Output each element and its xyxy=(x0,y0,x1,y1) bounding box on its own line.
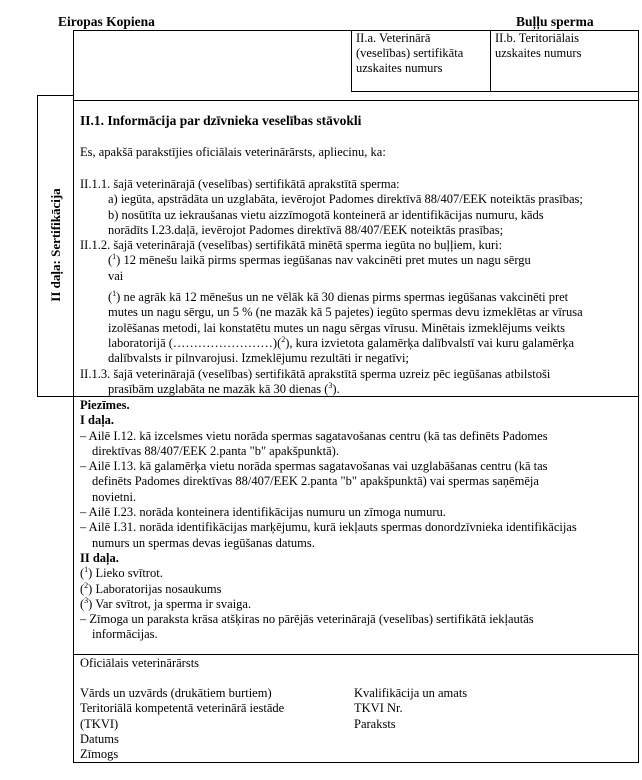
ref-row-bottom xyxy=(73,100,639,101)
notes-line: – Ailē I.31. norāda identifikācijas marķējumu, kurā iekļauts spermas donordzīvnieka identifikācijas xyxy=(80,520,577,535)
para-text: ne agrāk kā 12 mēnešus un ne vēlāk kā 30 dienas pirms spermas iegūšanas vakcinēti pret xyxy=(123,290,569,305)
para-line: a) iegūta, apstrādāta un uzglabāta, ievērojot Padomes direktīvā 88/407/EEK noteiktās prasības; xyxy=(108,192,583,207)
footnote-mark: 3 xyxy=(84,595,89,605)
notes-part2-title: II daļa. xyxy=(80,550,119,565)
para-line: vai xyxy=(108,268,124,283)
ref-cell-a-line: (veselības) sertifikāta xyxy=(356,46,464,60)
signature-field: Kvalifikācija un amats xyxy=(354,686,468,700)
section-body xyxy=(80,177,583,397)
ref-cell-b-line: II.b. Teritoriālais xyxy=(495,31,579,45)
header-right: Buļļu sperma xyxy=(516,14,594,29)
para-line: II.1.2. šajā veterinārajā (veselības) sertifikātā minētā sperma iegūta no buļļiem, kuri: xyxy=(80,238,503,253)
para-line: norādīts I.23.daļā, ievērojot Padomes direktīvā 88/407/EEK noteiktās prasības; xyxy=(108,222,504,237)
ref-cell-divider-a xyxy=(351,30,352,91)
ref-cell-b xyxy=(495,31,581,61)
notes-bottom xyxy=(73,654,639,655)
footnote-mark: 1 xyxy=(84,565,89,575)
ref-cells-bottom xyxy=(351,91,639,92)
notes-line: ($^3$) Var svītrot, ja sperma ir svaiga. xyxy=(80,595,252,611)
signature-field: Teritoriālā kompetentā veterinārā iestāde xyxy=(80,701,285,716)
para-text: laboratorijā (……………………) xyxy=(108,335,278,350)
para-text: 12 mēnešu laikā pirms spermas iegūšanas nav vakcinēti pret mutes un nagu sērgu xyxy=(123,253,531,268)
side-box-left xyxy=(37,95,38,397)
para-line: ($^1$) ne agrāk kā 12 mēnešus un ne vēlāk kā 30 dienas pirms spermas iegūšanas vakcinēti pret xyxy=(108,288,569,305)
para-line: izolēšanas metodi, lai konstatētu mutes un nagu sērgas vīrusu. Minētais izmeklējums veikts xyxy=(108,320,565,335)
signature-field: TKVI Nr. xyxy=(354,701,403,716)
notes-text: Var svītrot, ja sperma ir svaiga. xyxy=(95,596,252,611)
para-line: laboratorijā (……………………)($^2$), kura izvietota galamērķa dalībvalstī vai kuru galamērķa xyxy=(108,334,575,350)
ref-cell-a-line: uzskaites numurs xyxy=(356,61,443,75)
para-line: b) nosūtīta uz iekraušanas vietu aizzīmogotā konteinerā ar identifikācijas numuru, kāds xyxy=(108,207,544,222)
notes-line: ($^1$) Lieko svītrot. xyxy=(80,565,163,581)
footnote-ref: 2 xyxy=(281,334,286,344)
signature-field: Datums xyxy=(80,731,119,746)
notes-line: informācijas. xyxy=(92,627,158,642)
notes-block xyxy=(80,398,577,643)
para-line: mutes un nagu sērgu, un 5 % (ne mazāk kā 5 pajetes) iegūto spermas devu izmeklētas ar vīrusa xyxy=(108,305,583,320)
notes-part1-title: I daļa. xyxy=(80,413,115,428)
notes-line: direktīvas 88/407/EEK 2.panta "b" apakšpunktā). xyxy=(92,443,339,458)
notes-line: ($^2$) Laboratorijas nosaukums xyxy=(80,580,222,596)
side-label: II daļa: Sertifikācija xyxy=(48,188,63,302)
notes-line: – Ailē I.13. kā galamērķa vietu norāda spermas sagatavošanas vai uzglabāšanas centru (kā tas xyxy=(80,459,548,474)
para-text: prasībām uzglabāta ne mazāk kā 30 dienas ( xyxy=(108,381,329,396)
notes-text: Laboratorijas nosaukums xyxy=(95,581,222,596)
para-line: dalībvalsts ir pilnvarojusi. Izmeklējumu rezultāti ir negatīvi; xyxy=(108,351,409,366)
signature-field: Vārds un uzvārds (drukātiem burtiem) xyxy=(80,686,272,700)
signature-right xyxy=(354,686,467,732)
footnote-ref: 1 xyxy=(112,252,117,262)
side-box-top xyxy=(37,95,74,96)
ref-cell-a-line: II.a. Veterinārā xyxy=(356,31,431,45)
ref-cell-divider-b xyxy=(490,30,491,91)
footnote-ref: 1 xyxy=(112,288,117,298)
signature-field: (TKVI) xyxy=(80,716,119,731)
notes-text: Lieko svītrot. xyxy=(95,566,163,581)
signature-left xyxy=(80,686,284,762)
footnote-mark: 2 xyxy=(84,580,89,590)
notes-line: – Ailē I.23. norāda konteinera identifikācijas numuru un zīmoga numuru. xyxy=(80,505,446,520)
footnote-ref: 3 xyxy=(328,380,333,390)
signature-title: Oficiālais veterinārārsts xyxy=(80,656,200,670)
notes-line: definēts Padomes direktīvas 88/407/EEK 2.panta "b" apakšpunktā) vai spermas saņēmēja xyxy=(92,474,539,489)
section-title: II.1. Informācija par dzīvnieka veselības stāvokli xyxy=(80,113,362,128)
signature-field: Zīmogs xyxy=(80,747,119,762)
section-intro: Es, apakšā parakstījies oficiālais veterinārārsts, apliecinu, ka: xyxy=(80,145,386,159)
para-text: ). xyxy=(332,381,340,396)
notes-line: numurs un spermas devas iegūšanas datums. xyxy=(92,535,315,550)
signature-field: Paraksts xyxy=(354,716,396,731)
notes-line: novietni. xyxy=(92,489,137,504)
ref-cell-a xyxy=(356,31,463,76)
ref-cell-b-line: uzskaites numurs xyxy=(495,46,582,60)
notes-line: – Zīmoga un paraksta krāsa atšķiras no pārējās veterinārajā (veselības) sertifikātā iekļautās xyxy=(80,612,534,627)
para-text: , kura izvietota galamērķa dalībvalstī vai kuru galamērķa xyxy=(289,335,575,350)
para-line: ($^1$) 12 mēnešu laikā pirms spermas iegūšanas nav vakcinēti pret mutes un nagu sērgu xyxy=(108,252,531,268)
header-left: Eiropas Kopiena xyxy=(58,14,155,29)
notes-line: – Ailē I.12. kā izcelsmes vietu norāda spermas sagatavošanas centru (kā tas definēts Padomes xyxy=(80,428,548,443)
notes-title: Piezīmes. xyxy=(80,398,130,412)
para-line xyxy=(80,382,583,397)
para-line: II.1.3. šajā veterinārajā (veselības) sertifikātā aprakstītā sperma uzreiz pēc iegūšanas atbilstoši xyxy=(80,366,551,381)
para-line: II.1.1. šajā veterinārajā (veselības) sertifikātā aprakstītā sperma: xyxy=(80,177,400,191)
